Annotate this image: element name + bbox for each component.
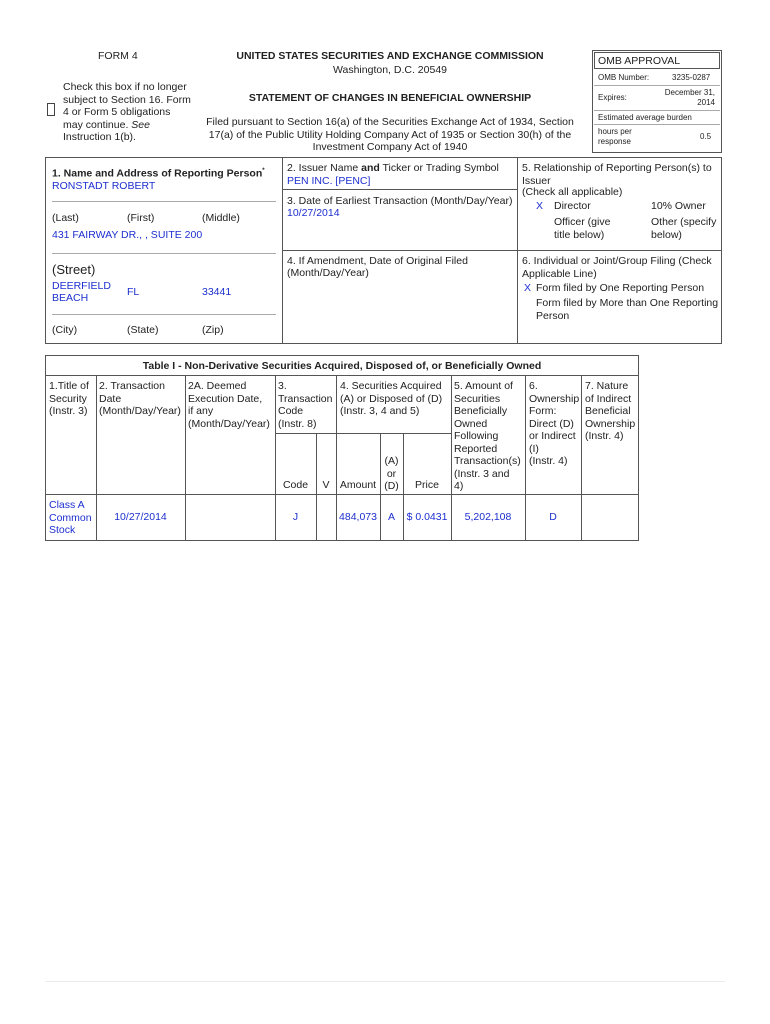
row-amount: 484,073 (339, 511, 377, 523)
one-person-option[interactable]: Form filed by One Reporting Person (536, 282, 705, 294)
omb-hours-value: 0.5 (700, 132, 712, 141)
other-option-1[interactable]: Other (specify (651, 216, 717, 228)
one-person-checkmark[interactable]: X (524, 282, 532, 294)
reporting-person-address: 431 FAIRWAY DR., , SUITE 200 (52, 229, 203, 241)
divider (52, 314, 276, 315)
check-all-applicable: (Check all applicable) (522, 186, 623, 198)
first-label: (First) (127, 212, 155, 224)
earliest-date-heading: 3. Date of Earliest Transaction (Month/Day/Year) (287, 195, 513, 207)
col-header-transaction-date: 2. Transaction Date (Month/Day/Year) (99, 380, 181, 417)
officer-option-1[interactable]: Officer (give (554, 216, 611, 228)
sub-header-amount: Amount (339, 479, 377, 491)
city-value-1: DEERFIELD (52, 280, 111, 292)
filed-pursuant-text: Filed pursuant to Section 16(a) of the Securities Exchange Act of 1934, Section 17(a) of the Public Utility Holding Company Act of 1935 or Section 30(h) of the Investment Company Act of 1940 (206, 116, 574, 153)
row-price: $ 0.0431 (406, 511, 448, 523)
last-label: (Last) (52, 212, 79, 224)
issuer-value: PEN INC. [PENC] (287, 175, 371, 187)
other-option-2: below) (651, 229, 682, 241)
divider (282, 189, 517, 190)
no-longer-subject-checkbox[interactable] (47, 103, 55, 116)
reporting-person-name: RONSTADT ROBERT (52, 180, 156, 192)
middle-label: (Middle) (202, 212, 240, 224)
col-header-ownership-form: 6. Ownership Form: Direct (D) or Indirect (I) (Instr. 4) (529, 380, 580, 467)
amendment-heading-2: (Month/Day/Year) (287, 267, 369, 279)
row-a-or-d: A (387, 511, 395, 523)
row-ownership-form: D (549, 511, 557, 523)
form-label: FORM 4 (98, 50, 138, 62)
row-security-title: Class A Common Stock (49, 499, 92, 536)
divider (52, 253, 276, 254)
street-label: (Street) (52, 262, 96, 277)
col-header-title: 1.Title of Security (Instr. 3) (49, 380, 89, 417)
divider (45, 375, 639, 376)
col-header-deemed-date: 2A. Deemed Execution Date, if any (Month/Day/Year) (188, 380, 270, 430)
sub-header-code: Code (282, 479, 309, 491)
issuer-heading: 2. Issuer Name and Ticker or Trading Symbol (287, 162, 499, 174)
more-person-option-2: Person (536, 310, 570, 322)
divider (282, 250, 722, 251)
divider (594, 124, 720, 125)
agency-name: UNITED STATES SECURITIES AND EXCHANGE COMMISSION (236, 50, 544, 62)
officer-option-2: title below) (554, 229, 605, 241)
state-value: FL (127, 286, 140, 298)
col-header-nature-ownership: 7. Nature of Indirect Beneficial Ownership (Instr. 4) (585, 380, 636, 442)
omb-expires-value-2: 2014 (697, 98, 715, 107)
row-transaction-code: J (292, 511, 299, 523)
zip-label: (Zip) (202, 324, 224, 336)
form-title: STATEMENT OF CHANGES IN BENEFICIAL OWNERSHIP (248, 92, 532, 104)
divider (52, 201, 276, 202)
omb-burden-label: Estimated average burden (598, 113, 692, 122)
page-bottom-rule (45, 981, 725, 982)
divider (185, 375, 186, 541)
divider (581, 375, 582, 541)
omb-number-label: OMB Number: (598, 73, 650, 82)
city-label: (City) (52, 324, 78, 336)
col-header-securities-acquired: 4. Securities Acquired (A) or Disposed of (D) (Instr. 3, 4 and 5) (340, 380, 443, 417)
check-box-text: Check this box if no longer subject to Section 16. Form 4 or Form 5 obligations may continue. See Instruction 1(b). (63, 81, 191, 143)
agency-city: Washington, D.C. 20549 (332, 64, 447, 76)
ten-percent-owner-option[interactable]: 10% Owner (651, 200, 706, 212)
col-header-transaction-code: 3. Transaction Code (Instr. 8) (278, 380, 333, 430)
amendment-heading-1: 4. If Amendment, Date of Original Filed (287, 255, 468, 267)
sub-header-a-or-d: (A) or (D) (384, 455, 399, 492)
omb-expires-label: Expires: (598, 93, 627, 102)
col-header-amount-owned: 5. Amount of Securities Beneficially Owned Following Reported Transaction(s) (Instr. 3 and 4) (454, 380, 521, 492)
divider (275, 433, 451, 434)
zip-value: 33441 (202, 286, 232, 298)
earliest-date-value: 10/27/2014 (287, 207, 340, 219)
reporting-person-heading: 1. Name and Address of Reporting Person* (52, 167, 265, 180)
divider (594, 85, 720, 86)
omb-title: OMB APPROVAL (598, 55, 681, 67)
sub-header-v: V (322, 479, 330, 491)
row-amount-owned: 5,202,108 (464, 511, 512, 523)
table-1-title: Table I - Non-Derivative Securities Acquired, Disposed of, or Beneficially Owned (142, 360, 542, 372)
state-label: (State) (127, 324, 159, 336)
omb-number-value: 3235-0287 (672, 73, 711, 82)
divider (45, 494, 639, 495)
sub-header-price: Price (415, 479, 439, 491)
relationship-heading: 5. Relationship of Reporting Person(s) to Issuer (522, 162, 712, 187)
row-transaction-date: 10/27/2014 (114, 511, 167, 523)
city-value-2: BEACH (52, 292, 89, 304)
omb-hours-label-2: response (598, 137, 631, 146)
director-checkmark[interactable]: X (536, 200, 544, 212)
omb-hours-label-1: hours per (598, 127, 632, 136)
director-option[interactable]: Director (554, 200, 591, 212)
divider (594, 110, 720, 111)
more-person-option-1[interactable]: Form filed by More than One Reporting (536, 297, 719, 309)
filing-heading: 6. Individual or Joint/Group Filing (Check Applicable Line) (522, 255, 712, 280)
omb-expires-value-1: December 31, (664, 88, 715, 97)
